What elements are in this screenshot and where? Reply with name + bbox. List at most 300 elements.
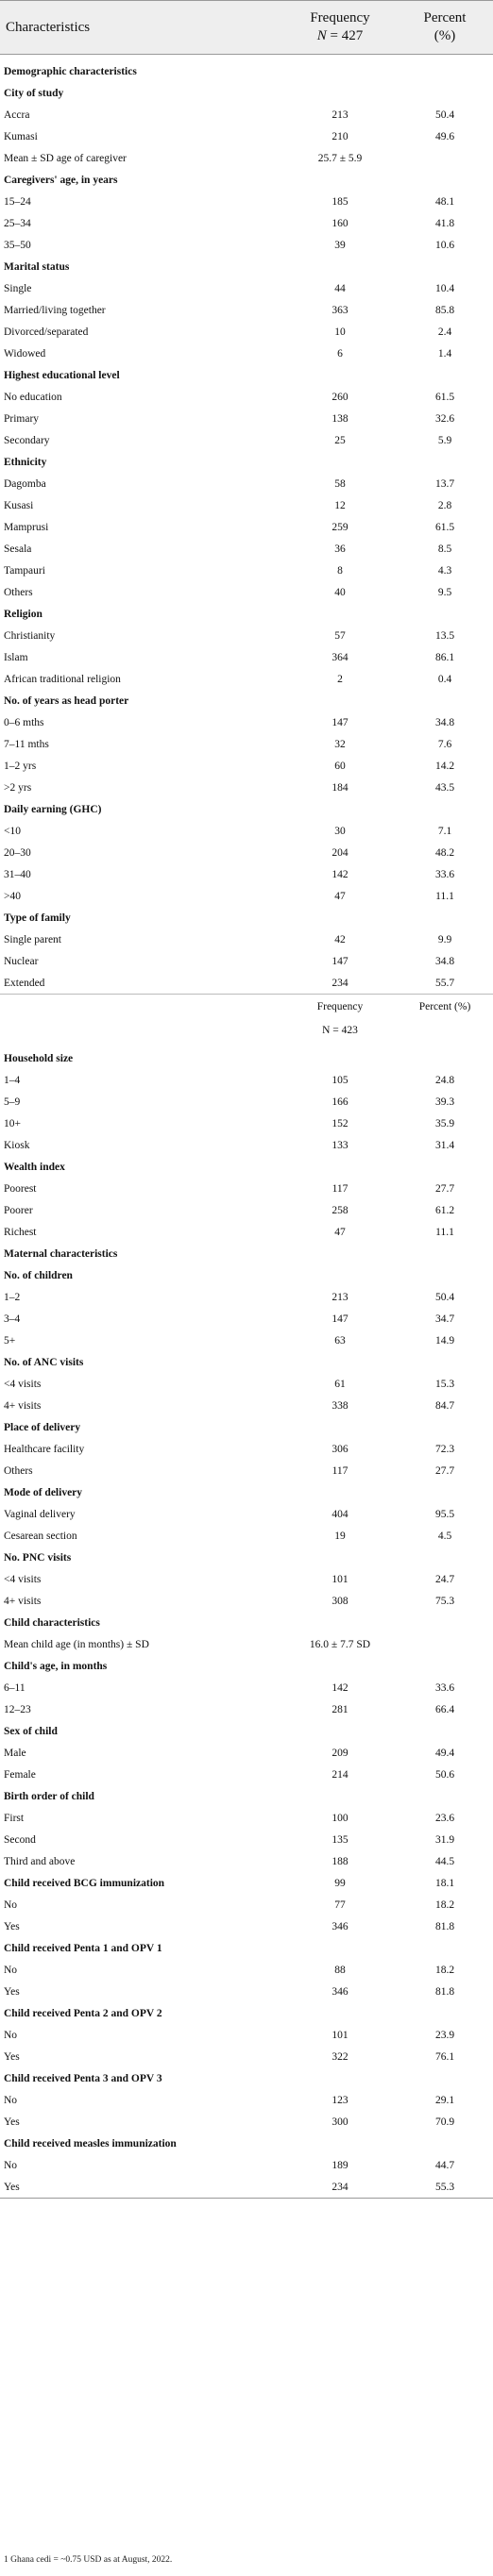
row-percent: 39.3: [434, 1096, 455, 1108]
row-label: Islam: [4, 651, 28, 663]
subsection-heading: [0, 169, 493, 191]
row-label: No: [4, 2159, 18, 2171]
row-label: Maternal characteristics: [4, 1247, 118, 1260]
table-row: [0, 2089, 493, 2111]
row-percent: 49.6: [434, 130, 455, 142]
table-row: [0, 538, 493, 560]
row-percent: [397, 1481, 493, 1503]
row-frequency: 306: [332, 1443, 348, 1455]
row-percent: 81.8: [434, 1985, 455, 1998]
row-frequency: 101: [332, 2029, 348, 2041]
section-heading: [0, 1243, 493, 1264]
row-percent: 24.7: [434, 1573, 455, 1585]
row-percent: 76.1: [434, 2050, 455, 2063]
row-percent: 13.5: [434, 629, 455, 642]
row-label: <4 visits: [4, 1378, 42, 1390]
row-percent: 84.7: [434, 1399, 455, 1412]
row-label: 31–40: [4, 868, 31, 880]
row-frequency: 30: [334, 825, 346, 837]
row-percent: [397, 169, 493, 191]
table-row: [0, 972, 493, 995]
row-percent: 44.7: [434, 2159, 455, 2171]
row-percent: 32.6: [434, 412, 455, 425]
row-percent: 44.5: [434, 1855, 455, 1867]
subsection-heading: [0, 690, 493, 711]
row-label: 7–11 mths: [4, 738, 49, 750]
row-frequency: 346: [332, 1985, 348, 1998]
table-row: [0, 1807, 493, 1829]
row-label: <4 visits: [4, 1573, 42, 1585]
row-frequency: 12: [334, 499, 346, 511]
row-percent: 49.4: [434, 1747, 455, 1759]
row-label: Yes: [4, 1985, 20, 1998]
table-row: [0, 473, 493, 494]
row-frequency: [283, 60, 397, 82]
row-label: Type of family: [4, 912, 71, 924]
row-percent: 72.3: [434, 1443, 455, 1455]
row-label: African traditional religion: [4, 673, 121, 685]
section-heading: [0, 1612, 493, 1633]
row-label: Primary: [4, 412, 40, 425]
row-frequency: 117: [332, 1182, 348, 1195]
row-percent: 18.1: [434, 1877, 455, 1889]
row-percent: 61.2: [434, 1204, 455, 1216]
row-label: Nuclear: [4, 955, 39, 967]
row-frequency: 25.7 ± 5.9: [317, 152, 363, 164]
mid-header-percent: Percent (%): [397, 995, 493, 1020]
row-label: 25–34: [4, 217, 31, 229]
header-frequency-label: Frequency: [310, 10, 370, 25]
row-percent: 27.7: [434, 1464, 455, 1477]
row-label: Yes: [4, 1920, 20, 1932]
table-row: [0, 516, 493, 538]
row-label: 5–9: [4, 1096, 21, 1108]
row-label: Secondary: [4, 434, 50, 446]
row-label: Mean child age (in months) ± SD: [4, 1638, 149, 1650]
table-row: [0, 1698, 493, 1720]
row-frequency: 117: [332, 1464, 348, 1477]
row-label: 6–11: [4, 1681, 26, 1694]
row-frequency: 10: [334, 326, 346, 338]
subsection-heading: [0, 1547, 493, 1568]
row-frequency: [283, 1264, 397, 1286]
table-row: [0, 343, 493, 364]
table-row: [0, 581, 493, 603]
row-frequency: 142: [332, 1681, 348, 1694]
row-frequency: [283, 690, 397, 711]
row-label: Birth order of child: [4, 1790, 94, 1802]
row-label: Child received Penta 1 and OPV 1: [4, 1942, 162, 1954]
row-percent: 50.4: [434, 1291, 455, 1303]
header-percent-label: Percent: [423, 10, 467, 25]
row-percent: [397, 1655, 493, 1677]
row-frequency: 184: [332, 781, 348, 794]
table-row: [0, 1460, 493, 1481]
table-row: [0, 1503, 493, 1525]
row-percent: 86.1: [434, 651, 455, 663]
table-row: [0, 321, 493, 343]
table-row: [0, 1091, 493, 1112]
table-row: [0, 1850, 493, 1872]
row-percent: 33.6: [434, 1681, 455, 1694]
footnote: 1 Ghana cedi = ~0.75 USD as at August, 2022.: [4, 2555, 173, 2565]
table-row: [0, 1829, 493, 1850]
table-row: [0, 1568, 493, 1590]
row-frequency: 166: [332, 1096, 348, 1108]
row-label: Christianity: [4, 629, 56, 642]
row-label: Single: [4, 282, 32, 294]
row-percent: [397, 1156, 493, 1178]
row-percent: 95.5: [434, 1508, 455, 1520]
row-frequency: [283, 364, 397, 386]
row-label: 3–4: [4, 1313, 21, 1325]
row-percent: [397, 2002, 493, 2024]
row-label: Demographic characteristics: [4, 65, 137, 77]
table-row: [0, 1915, 493, 1937]
row-label: No. of children: [4, 1269, 73, 1281]
mid-header-row: [0, 995, 493, 1020]
row-frequency: 214: [332, 1768, 348, 1781]
row-percent: [397, 1264, 493, 1286]
row-label: Religion: [4, 608, 42, 620]
row-label: Poorer: [4, 1204, 33, 1216]
table-row: [0, 494, 493, 516]
row-label: Ethnicity: [4, 456, 47, 468]
row-percent: 31.4: [434, 1139, 455, 1151]
row-percent: 24.8: [434, 1074, 455, 1086]
row-frequency: 99: [334, 1877, 346, 1889]
row-percent: 23.6: [434, 1812, 455, 1824]
table-row: [0, 408, 493, 429]
row-percent: [397, 451, 493, 473]
row-label: Others: [4, 1464, 33, 1477]
row-percent: [397, 2133, 493, 2154]
row-percent: [397, 1720, 493, 1742]
table-body-part-2: [0, 1047, 493, 2199]
subsection-heading: [0, 1047, 493, 1069]
subsection-heading: [0, 2067, 493, 2089]
row-label: Kiosk: [4, 1139, 30, 1151]
row-frequency: [283, 1720, 397, 1742]
table-row: [0, 1742, 493, 1764]
row-label: Accra: [4, 109, 30, 121]
row-percent: [397, 907, 493, 928]
table-row: [0, 1134, 493, 1156]
row-label: No: [4, 2094, 18, 2106]
row-label: First: [4, 1812, 25, 1824]
row-label: Single parent: [4, 933, 61, 945]
table-row: [0, 191, 493, 212]
row-percent: 50.4: [434, 109, 455, 121]
row-label: Child's age, in months: [4, 1660, 108, 1672]
row-frequency: 152: [332, 1117, 348, 1129]
row-percent: 50.6: [434, 1768, 455, 1781]
row-percent: 70.9: [434, 2116, 455, 2128]
row-frequency: 189: [332, 2159, 348, 2171]
row-frequency: 364: [332, 651, 348, 663]
row-percent: [397, 1633, 493, 1655]
row-percent: [397, 798, 493, 820]
mid-header-n: N = 423: [322, 1025, 358, 1036]
row-label: Wealth index: [4, 1161, 65, 1173]
table-row: [0, 234, 493, 256]
row-frequency: 300: [332, 2116, 348, 2128]
table-row: [0, 104, 493, 125]
row-frequency: [283, 798, 397, 820]
header-frequency: [283, 1, 397, 55]
row-label: 1–4: [4, 1074, 21, 1086]
table-row: [0, 1373, 493, 1395]
subsection-heading: [0, 1937, 493, 1959]
row-frequency: [283, 1937, 397, 1959]
row-frequency: 185: [332, 195, 348, 208]
table-row: [0, 1178, 493, 1199]
row-frequency: 188: [332, 1855, 348, 1867]
row-frequency: 57: [334, 629, 346, 642]
row-label: No: [4, 1964, 18, 1976]
table-header-row: [0, 1, 493, 55]
table-row: [0, 1199, 493, 1221]
mid-header-n-row: [0, 1019, 493, 1042]
row-label: Third and above: [4, 1855, 76, 1867]
row-label: Yes: [0, 2176, 283, 2199]
table-row: [0, 820, 493, 842]
row-frequency: 213: [332, 1291, 348, 1303]
table-row: [0, 863, 493, 885]
row-frequency: 234: [283, 2176, 397, 2199]
subsection-heading-with-values: [0, 1872, 493, 1894]
table-row: [0, 885, 493, 907]
row-percent: 14.9: [434, 1334, 455, 1347]
table-row: [0, 2176, 493, 2199]
row-percent: 48.2: [434, 846, 455, 859]
row-label: Sesala: [4, 543, 32, 555]
row-percent: 0.4: [437, 673, 452, 685]
row-frequency: [283, 2067, 397, 2089]
row-percent: 4.5: [437, 1530, 452, 1542]
row-frequency: 63: [334, 1334, 346, 1347]
row-label: Kusasi: [4, 499, 34, 511]
table-row: [0, 711, 493, 733]
row-frequency: 338: [332, 1399, 348, 1412]
row-frequency: 209: [332, 1747, 348, 1759]
table-row: [0, 299, 493, 321]
row-percent: [397, 2067, 493, 2089]
row-label: Child received Penta 3 and OPV 3: [4, 2072, 162, 2084]
row-percent: 61.5: [434, 391, 455, 403]
row-label: Child received measles immunization: [4, 2137, 177, 2149]
row-frequency: 147: [332, 716, 348, 728]
row-frequency: 135: [332, 1833, 348, 1846]
subsection-heading: [0, 1655, 493, 1677]
row-frequency: 404: [332, 1508, 348, 1520]
row-frequency: [283, 169, 397, 191]
row-label: Widowed: [4, 347, 46, 360]
table-row: [0, 1764, 493, 1785]
row-label: No: [4, 1899, 18, 1911]
row-frequency: 88: [334, 1964, 346, 1976]
row-percent: 10.4: [434, 282, 455, 294]
row-percent: 8.5: [437, 543, 452, 555]
row-label: Poorest: [4, 1182, 37, 1195]
subsection-heading: [0, 603, 493, 625]
row-frequency: 105: [332, 1074, 348, 1086]
table-row: [0, 1221, 493, 1243]
row-frequency: 133: [332, 1139, 348, 1151]
row-frequency: 259: [332, 521, 348, 533]
row-label: Tampauri: [4, 564, 45, 577]
subsection-heading: [0, 1481, 493, 1503]
row-frequency: [283, 1481, 397, 1503]
row-label: >2 yrs: [4, 781, 32, 794]
table-row: [0, 2046, 493, 2067]
row-percent: 34.8: [434, 716, 455, 728]
subsection-heading: [0, 798, 493, 820]
row-percent: 9.5: [437, 586, 452, 598]
row-frequency: 6: [337, 347, 343, 360]
header-n-value: = 427: [326, 28, 364, 43]
row-percent: [397, 603, 493, 625]
row-label: Sex of child: [4, 1725, 58, 1737]
table-row: [0, 2111, 493, 2133]
row-label: Child characteristics: [4, 1616, 100, 1629]
row-label: 20–30: [4, 846, 31, 859]
table-row: [0, 2024, 493, 2046]
row-percent: [397, 690, 493, 711]
header-characteristics: Characteristics: [0, 1, 283, 55]
table-mid-header: [0, 995, 493, 1048]
row-percent: 4.3: [437, 564, 452, 577]
row-percent: 9.9: [437, 933, 452, 945]
row-label: Child received BCG immunization: [4, 1877, 165, 1889]
table-row: [0, 755, 493, 777]
row-percent: [397, 1047, 493, 1069]
row-frequency: [283, 907, 397, 928]
row-label: No. of years as head porter: [4, 694, 129, 707]
row-frequency: [283, 1047, 397, 1069]
row-percent: 43.5: [434, 781, 455, 794]
row-frequency: 260: [332, 391, 348, 403]
table-row: [0, 950, 493, 972]
table-row: [0, 625, 493, 646]
row-frequency: [283, 1156, 397, 1178]
row-frequency: 147: [332, 1313, 348, 1325]
row-frequency: 142: [332, 868, 348, 880]
row-frequency: 160: [332, 217, 348, 229]
row-frequency: 210: [332, 130, 348, 142]
row-frequency: 346: [332, 1920, 348, 1932]
table-row: [0, 1633, 493, 1655]
row-label: No education: [4, 391, 62, 403]
subsection-heading: [0, 1264, 493, 1286]
row-label: Dagomba: [4, 477, 46, 490]
table-row: [0, 842, 493, 863]
row-percent: 29.1: [434, 2094, 455, 2106]
row-frequency: 281: [332, 1703, 348, 1715]
row-label: 5+: [4, 1334, 16, 1347]
table-row: [0, 1069, 493, 1091]
row-percent: 33.6: [434, 868, 455, 880]
row-frequency: [283, 1243, 397, 1264]
row-percent: 1.4: [437, 347, 452, 360]
row-label: No. of ANC visits: [4, 1356, 84, 1368]
row-frequency: [283, 451, 397, 473]
row-label: Female: [4, 1768, 36, 1781]
subsection-heading: [0, 1416, 493, 1438]
row-frequency: 47: [334, 890, 346, 902]
row-percent: [397, 1243, 493, 1264]
mid-header-frequency: Frequency: [283, 995, 397, 1020]
row-frequency: 44: [334, 282, 346, 294]
row-frequency: 123: [332, 2094, 348, 2106]
row-label: Caregivers' age, in years: [4, 174, 118, 186]
row-frequency: 101: [332, 1573, 348, 1585]
row-frequency: 138: [332, 412, 348, 425]
row-label: 12–23: [4, 1703, 31, 1715]
row-frequency: 77: [334, 1899, 346, 1911]
row-label: Highest educational level: [4, 369, 120, 381]
row-percent: 15.3: [434, 1378, 455, 1390]
table-row: [0, 1286, 493, 1308]
row-label: 10+: [4, 1117, 21, 1129]
table-row: [0, 1525, 493, 1547]
row-frequency: [283, 2002, 397, 2024]
row-frequency: 2: [337, 673, 343, 685]
row-frequency: [283, 1612, 397, 1633]
row-label: No: [4, 2029, 18, 2041]
header-n-symbol: N: [316, 28, 327, 43]
row-label: Yes: [4, 2116, 20, 2128]
table-body-part-1: [0, 55, 493, 995]
row-percent: 23.9: [434, 2029, 455, 2041]
row-label: >40: [4, 890, 21, 902]
table-row: [0, 1894, 493, 1915]
row-percent: [397, 1937, 493, 1959]
row-label: Child received Penta 2 and OPV 2: [4, 2007, 162, 2019]
table-row: [0, 1590, 493, 1612]
row-label: Extended: [4, 977, 45, 989]
table-row: [0, 2154, 493, 2176]
row-percent: 34.8: [434, 955, 455, 967]
row-label: 1–2 yrs: [4, 760, 37, 772]
row-label: Male: [4, 1747, 26, 1759]
row-percent: 14.2: [434, 760, 455, 772]
row-percent: 7.1: [437, 825, 452, 837]
row-frequency: 363: [332, 304, 348, 316]
row-frequency: 42: [334, 933, 346, 945]
row-percent: 2.8: [437, 499, 452, 511]
row-frequency: 258: [332, 1204, 348, 1216]
table-row: [0, 386, 493, 408]
row-percent: 41.8: [434, 217, 455, 229]
subsection-heading: [0, 256, 493, 277]
row-label: Place of delivery: [4, 1421, 81, 1433]
row-frequency: 47: [334, 1226, 346, 1238]
row-frequency: 147: [332, 955, 348, 967]
row-label: 35–50: [4, 239, 31, 251]
subsection-heading: [0, 2002, 493, 2024]
row-frequency: 234: [332, 977, 348, 989]
row-frequency: [283, 603, 397, 625]
table-row: [0, 560, 493, 581]
row-label: Others: [4, 586, 33, 598]
row-frequency: 58: [334, 477, 346, 490]
row-frequency: [283, 256, 397, 277]
table-row: [0, 1308, 493, 1330]
row-percent: 35.9: [434, 1117, 455, 1129]
row-label: Healthcare facility: [4, 1443, 85, 1455]
row-label: Second: [4, 1833, 36, 1846]
